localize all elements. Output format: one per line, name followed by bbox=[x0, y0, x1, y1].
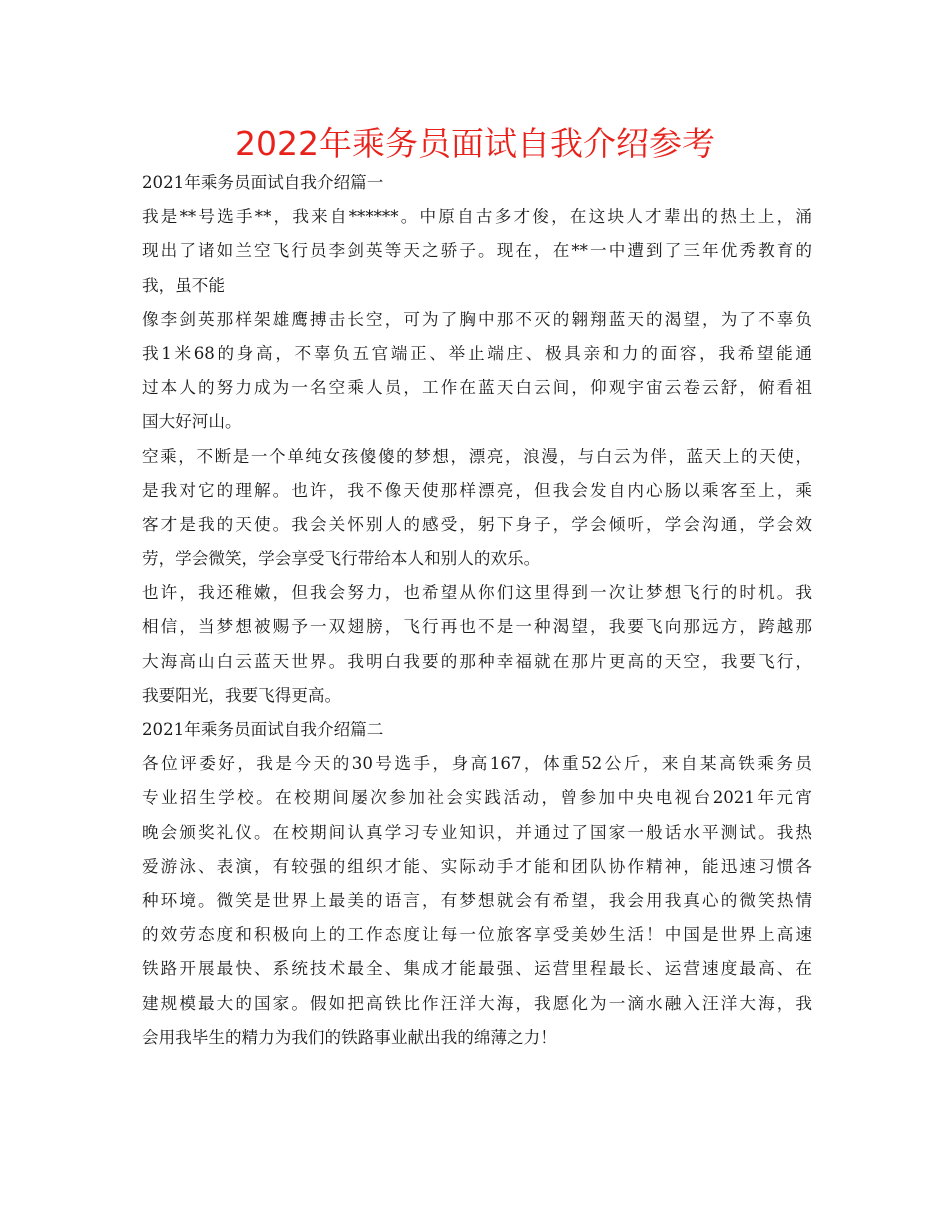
body-line: 劳，学会微笑，学会享受飞行带给本人和别人的欢乐。 bbox=[142, 549, 541, 569]
body-line: 的效劳态度和积极向上的工作态度让每一位旅客享受美妙生活！中国是世界上高速 bbox=[142, 925, 812, 945]
body-line: 像李剑英那样架雄鹰搏击长空，可为了胸中那不灭的翱翔蓝天的渴望，为了不辜负 bbox=[142, 309, 812, 329]
body-line: 空乘，不断是一个单纯女孩傻傻的梦想，漂亮，浪漫，与白云为伴，蓝天上的天使， bbox=[142, 446, 812, 466]
body-line: 国大好河山。 bbox=[142, 412, 242, 432]
body-line: 专业招生学校。在校期间屡次参加社会实践活动，曾参加中央电视台2021年元宵 bbox=[142, 788, 812, 808]
document-body bbox=[142, 166, 812, 1055]
body-line: 我，虽不能 bbox=[142, 275, 225, 295]
document-title: 2022年乘务员面试自我介绍参考 bbox=[235, 124, 715, 163]
body-line: 我要阳光，我要飞得更高。 bbox=[142, 685, 342, 705]
body-line: 过本人的努力成为一名空乘人员，工作在蓝天白云间，仰观宇宙云卷云舒，俯看祖 bbox=[142, 378, 812, 398]
body-line: 客才是我的天使。我会关怀别人的感受，躬下身子，学会倾听，学会沟通，学会效 bbox=[142, 514, 812, 534]
body-line: 会用我毕生的精力为我们的铁路事业献出我的绵薄之力！ bbox=[142, 1027, 557, 1047]
body-line: 爱游泳、表演，有较强的组织才能、实际动手才能和团队协作精神，能迅速习惯各 bbox=[142, 856, 812, 876]
body-line: 大海高山白云蓝天世界。我明白我要的那种幸福就在那片更高的天空，我要飞行， bbox=[142, 651, 812, 671]
body-line: 现出了诸如兰空飞行员李剑英等天之骄子。现在，在**一中遭到了三年优秀教育的 bbox=[142, 241, 812, 261]
body-line: 我1米68的身高，不辜负五官端正、举止端庄、极具亲和力的面容，我希望能通 bbox=[142, 343, 812, 363]
body-line: 2021年乘务员面试自我介绍篇二 bbox=[142, 720, 384, 739]
body-line: 铁路开展最快、系统技术最全、集成才能最强、运营里程最长、运营速度最高、在 bbox=[142, 959, 812, 979]
body-line: 晚会颁奖礼仪。在校期间认真学习专业知识，并通过了国家一般话水平测试。我热 bbox=[142, 822, 812, 842]
body-line: 是我对它的理解。也许，我不像天使那样漂亮，但我会发自内心肠以乘客至上，乘 bbox=[142, 480, 812, 500]
body-line: 相信，当梦想被赐予一双翅膀，飞行再也不是一种渴望，我要飞向那远方，跨越那 bbox=[142, 617, 812, 637]
body-line: 也许，我还稚嫩，但我会努力，也希望从你们这里得到一次让梦想飞行的时机。我 bbox=[142, 583, 812, 603]
body-line: 各位评委好，我是今天的30号选手，身高167，体重52公斤，来自某高铁乘务员 bbox=[142, 754, 812, 774]
body-line: 种环境。微笑是世界上最美的语言，有梦想就会有希望，我会用我真心的微笑热情 bbox=[142, 890, 812, 910]
body-line: 2021年乘务员面试自我介绍篇一 bbox=[142, 173, 384, 192]
body-line: 建规模最大的国家。假如把高铁比作汪洋大海，我愿化为一滴水融入汪洋大海，我 bbox=[142, 993, 812, 1013]
body-line: 我是**号选手**，我来自******。中原自古多才俊，在这块人才辈出的热土上，涌 bbox=[142, 207, 812, 227]
